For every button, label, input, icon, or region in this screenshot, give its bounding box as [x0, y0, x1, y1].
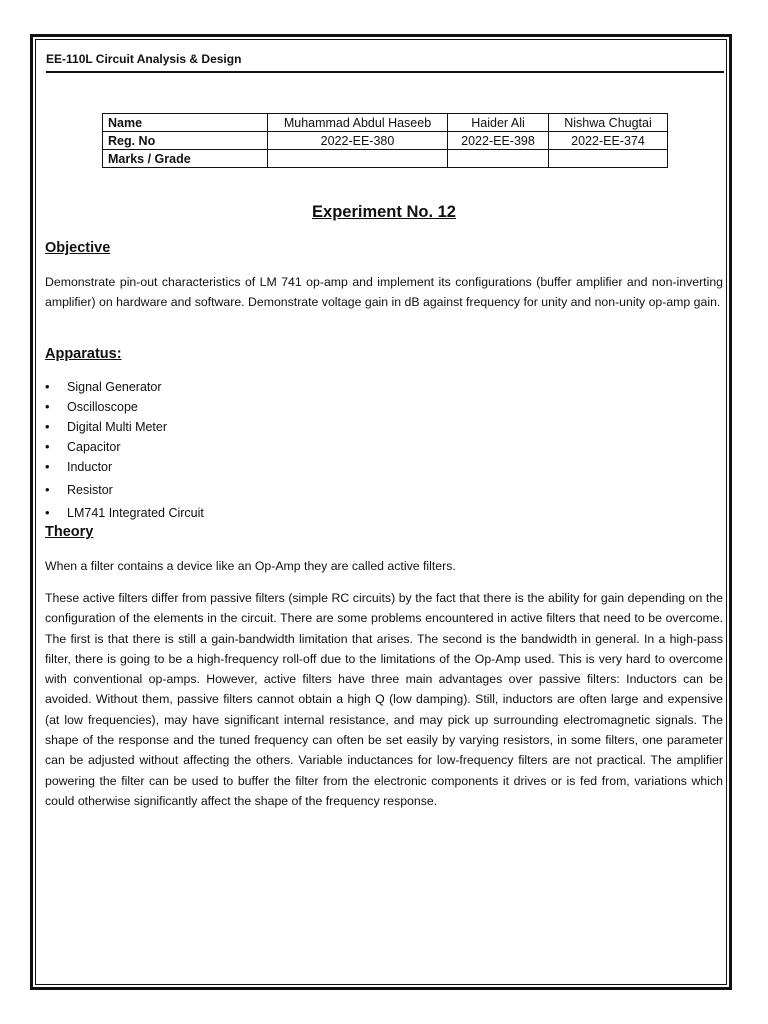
theory-body: These active filters differ from passive filters (simple RC circuits) by the fact that there is the ability for gain depending on the configuration of the elements in the circuit. There are some problems encountered in active filters that need to be overcome. The first is that there is still a gain-bandwidth limitation that arises. The second is the bandwidth in general. In a high-pass filter, there is going to be a high-frequency roll-off due to the limitations of the Op-Amp used. This is very hard to overcome with conventional op-amps. However, active filters have three main advantages over passive filters: Inductors can be avoided. Without them, passive filters cannot obtain a high Q (low damping). Still, inductors are often large and expensive (at low frequencies), may have significant internal resistance, and may pick up surrounding electromagnetic signals. The shape of the response and the tuned frequency can often be set easily by varying resistors, in some filters, one parameter can be adjusted without affecting the others. Variable inductances for low-frequency filters are not practical. The amplifier powering the filter can be used to buffer the filter from the electronic components it drives or is fed from, variations which could otherwise significantly affect the shape of the frequency response.	[45, 591, 723, 808]
list-item: • Inductor	[45, 457, 204, 477]
row-label: Name	[103, 114, 268, 132]
list-item: • Digital Multi Meter	[45, 417, 204, 437]
table-cell: 2022-EE-398	[448, 132, 549, 150]
list-item: • Signal Generator	[45, 377, 204, 397]
table-cell	[268, 150, 448, 168]
table-cell: 2022-EE-380	[268, 132, 448, 150]
table-row	[103, 114, 668, 132]
table-cell	[549, 150, 668, 168]
course-title: EE-110L Circuit Analysis & Design	[46, 52, 242, 66]
list-item: • Resistor	[45, 480, 204, 500]
table-cell: 2022-EE-374	[549, 132, 668, 150]
theory-heading: Theory	[45, 524, 94, 540]
table-row	[103, 132, 668, 150]
theory-intro: When a filter contains a device like an Op-Amp they are called active filters.	[45, 559, 456, 573]
apparatus-heading: Apparatus:	[45, 346, 122, 362]
row-label: Reg. No	[103, 132, 268, 150]
table-cell	[448, 150, 549, 168]
experiment-title-wrap	[0, 203, 768, 222]
list-item: • Oscilloscope	[45, 397, 204, 417]
apparatus-list	[45, 377, 204, 523]
page-header	[46, 51, 724, 73]
table-cell: Nishwa Chugtai	[549, 114, 668, 132]
table-cell: Haider Ali	[448, 114, 549, 132]
table-row	[103, 150, 668, 168]
row-label: Marks / Grade	[103, 150, 268, 168]
student-info-table	[102, 113, 668, 168]
experiment-title: Experiment No. 12	[312, 203, 456, 221]
objective-heading: Objective	[45, 240, 111, 256]
table-cell: Muhammad Abdul Haseeb	[268, 114, 448, 132]
objective-text: Demonstrate pin-out characteristics of LM 741 op-amp and implement its configurations (buffer amplifier and non-inverting amplifier) on hardware and software. Demonstrate voltage gain in dB against frequency for unity and non-unity op-amp gain.	[45, 275, 723, 310]
list-item: • LM741 Integrated Circuit	[45, 503, 204, 523]
list-item: • Capacitor	[45, 437, 204, 457]
